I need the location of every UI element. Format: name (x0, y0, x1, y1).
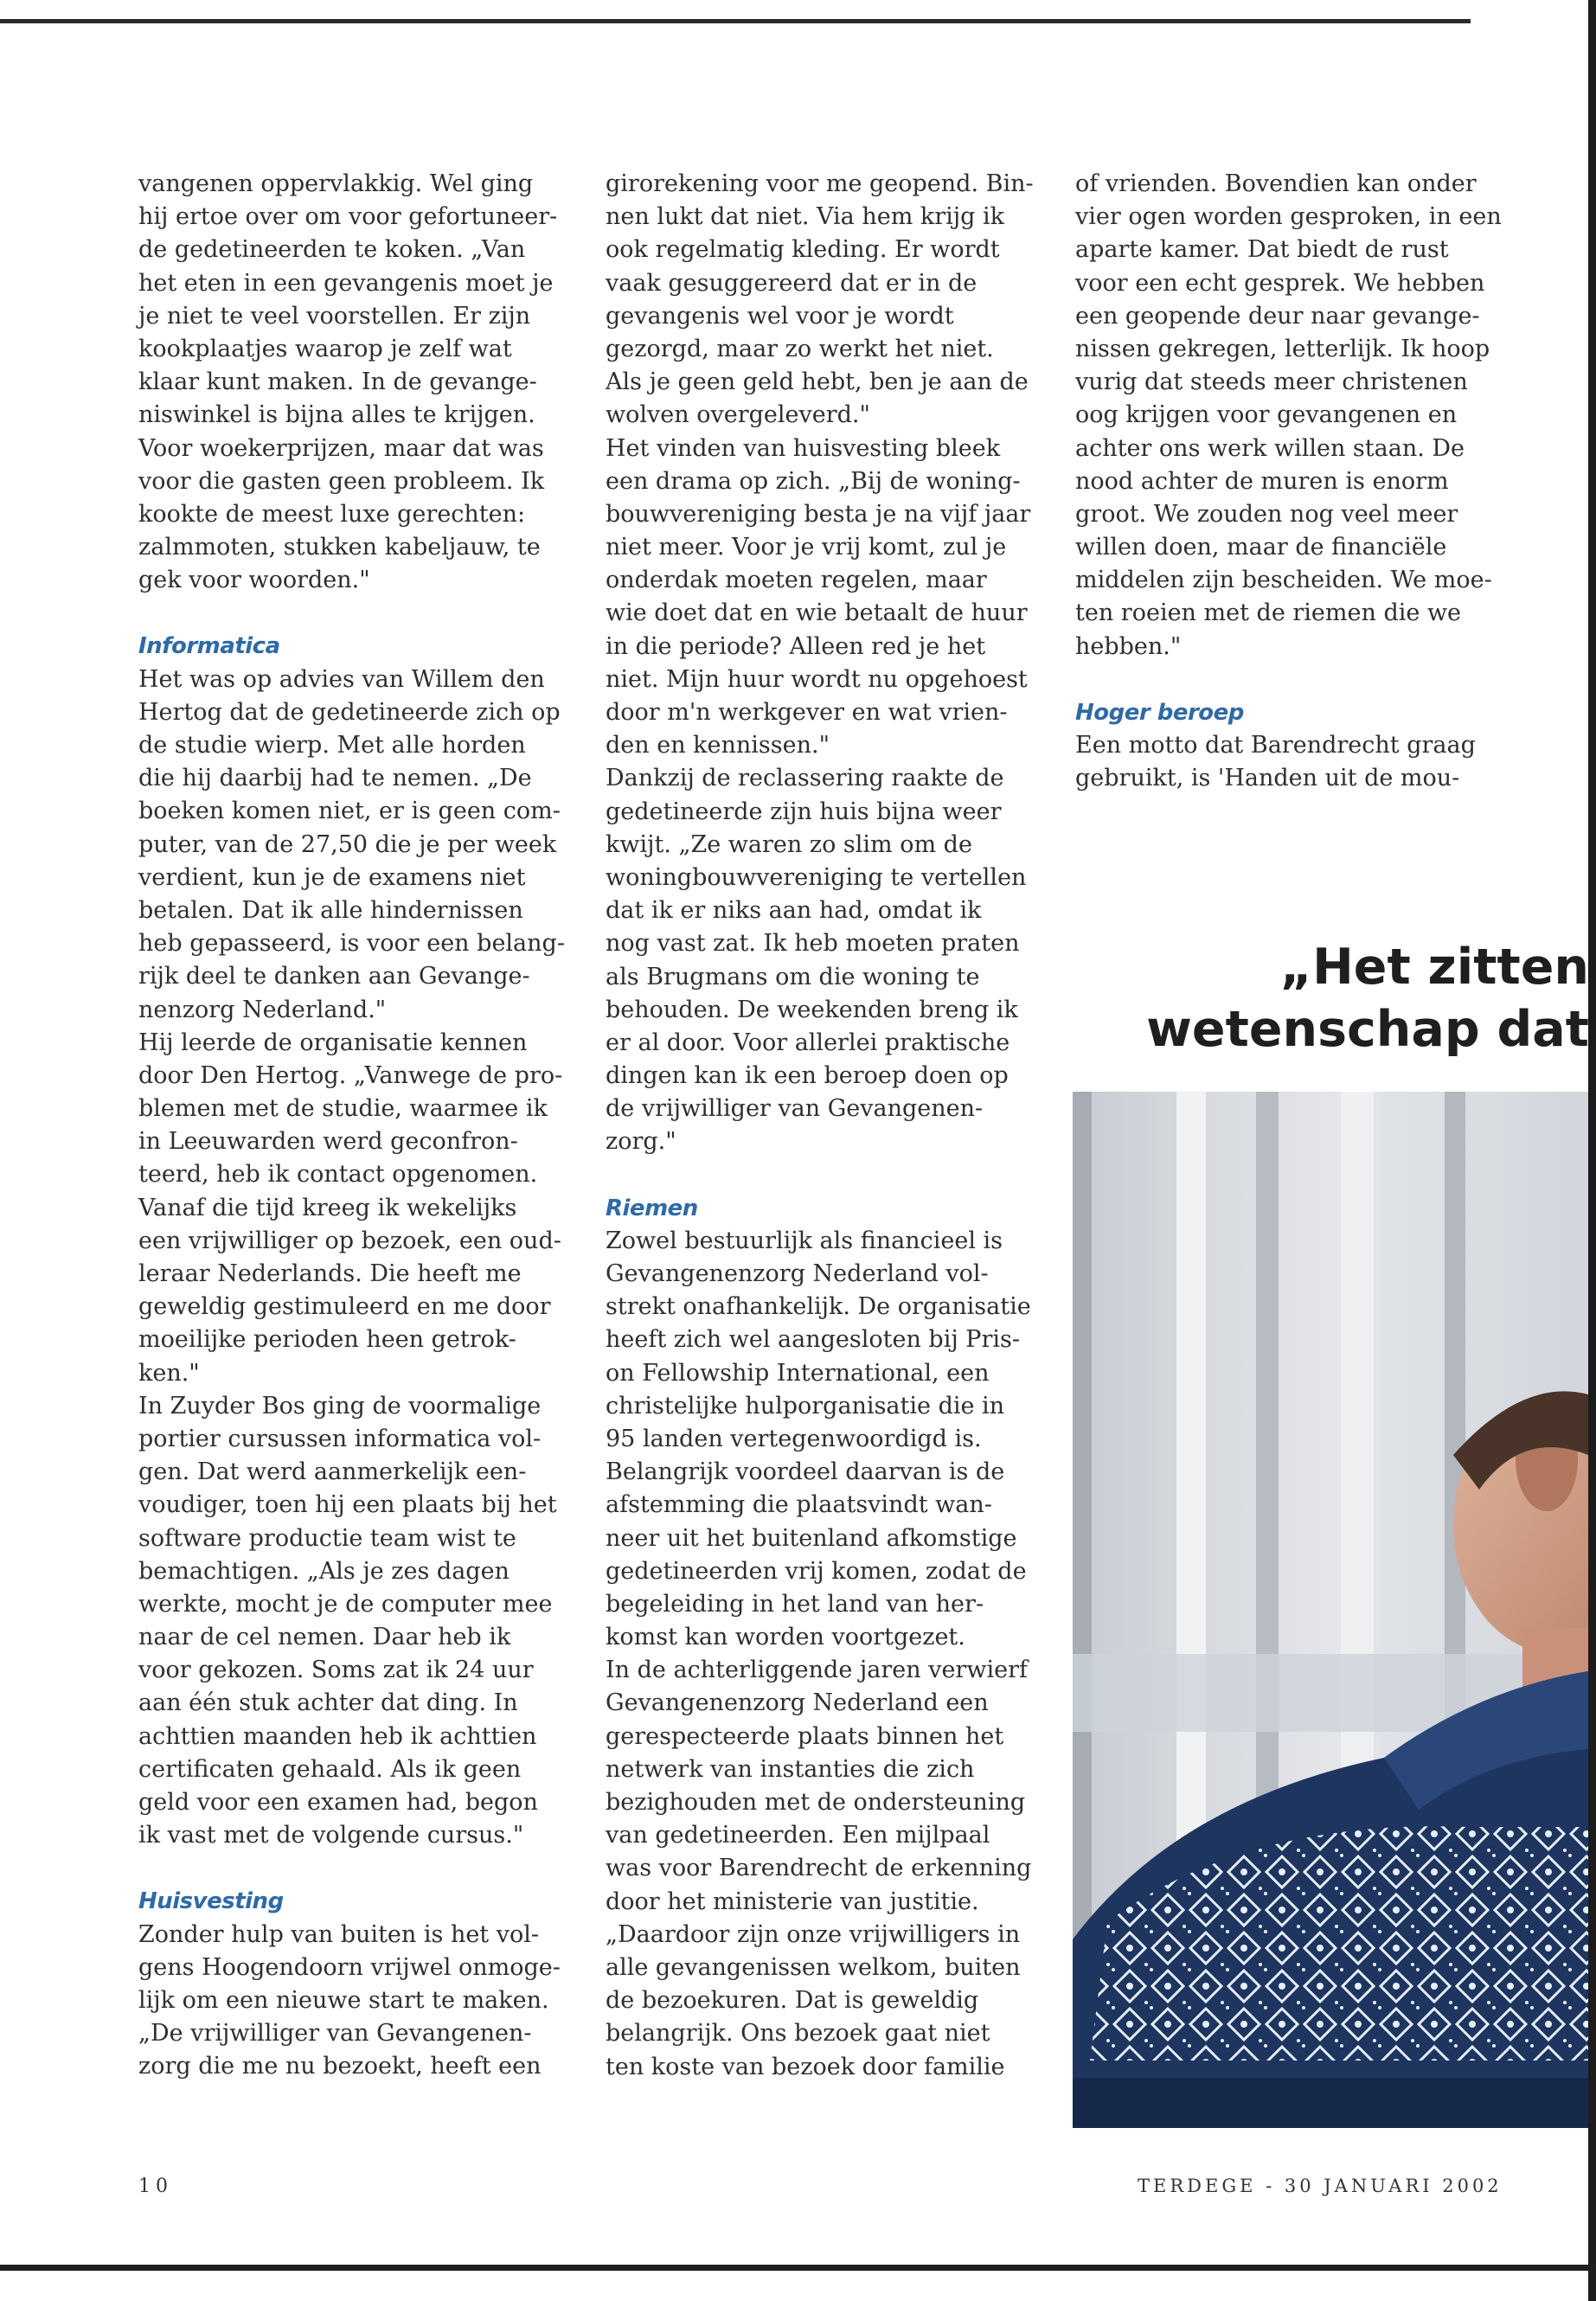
text-line: achter ons werk willen staan. De (1075, 434, 1465, 462)
pull-quote-line-1: „Het zitten (1279, 939, 1589, 996)
text-line: niet meer. Voor je vrij komt, zul je (606, 534, 1007, 561)
text-line: gebruikt, is 'Handen uit de mou- (1075, 765, 1460, 792)
text-line: van gedetineerden. Een mijlpaal (606, 1822, 990, 1849)
text-line: achttien maanden heb ik achttien (138, 1722, 537, 1750)
text-line: behouden. De weekenden breng ik (606, 996, 1018, 1023)
text-line: de gedetineerden te koken. „Van (138, 236, 526, 264)
text-line: onderdak moeten regelen, maar (606, 567, 987, 594)
text-line: netwerk van instanties die zich (606, 1755, 975, 1783)
text-line: zalmmoten, stukken kabeljauw, te (138, 534, 541, 561)
column-1-informatica-text (138, 663, 565, 1853)
text-line: komst kan worden voortgezet. (606, 1624, 965, 1651)
text-line: blemen met de studie, waarmee ik (138, 1095, 548, 1123)
article-column-3 (1075, 168, 1502, 795)
text-line: niswinkel is bijna alles te krijgen. (138, 401, 535, 429)
text-line: zorg." (606, 1128, 676, 1156)
text-line: willen doen, maar de financiële (1075, 534, 1447, 561)
text-line: een geopende deur naar gevange- (1075, 302, 1480, 330)
text-line: ten koste van bezoek door familie (606, 2053, 1005, 2080)
text-line: leraar Nederlands. Die heeft me (138, 1260, 522, 1287)
text-line: door m'n werkgever en wat vrien- (606, 699, 1008, 726)
text-line: teerd, heb ik contact opgenomen. (138, 1161, 538, 1189)
text-line: wolven overgeleverd." (606, 401, 870, 429)
text-line: begeleiding in het land van her- (606, 1590, 984, 1618)
text-line: ik vast met de volgende cursus." (138, 1822, 524, 1849)
text-line: een vrijwilliger op bezoek, een oud- (138, 1227, 561, 1254)
text-line: groot. We zouden nog veel meer (1075, 500, 1458, 528)
text-line: klaar kunt maken. In de gevange- (138, 369, 537, 396)
text-line: de bezoekuren. Dat is geweldig (606, 1987, 979, 2015)
text-line: middelen zijn bescheiden. We moe- (1075, 567, 1492, 594)
text-line: ten roeien met de riemen die we (1075, 599, 1462, 627)
text-line: Gevangenenzorg Nederland een (606, 1689, 989, 1717)
text-line: In de achterliggende jaren verwierf (606, 1657, 1028, 1684)
text-line: of vrienden. Bovendien kan onder (1075, 170, 1477, 197)
text-line: je niet te veel voorstellen. Er zijn (138, 302, 531, 330)
text-line: gevangenis wel voor je wordt (606, 302, 954, 330)
text-line: strekt onafhankelijk. De organisatie (606, 1293, 1031, 1321)
text-line: kookte de meest luxe gerechten: (138, 500, 526, 528)
text-line: dat ik er niks aan had, omdat ik (606, 897, 982, 925)
text-line: In Zuyder Bos ging de voormalige (138, 1392, 542, 1420)
text-line: een drama op zich. „Bij de woning- (606, 467, 1021, 495)
text-line: was voor Barendrecht de erkenning (606, 1855, 1032, 1882)
text-line: nenzorg Nederland." (138, 996, 387, 1023)
text-line: Het vinden van huisvesting bleek (606, 434, 1001, 462)
text-line: moeilijke perioden heen getrok- (138, 1326, 516, 1354)
text-line: gedetineerden vrij komen, zodat de (606, 1557, 1027, 1585)
text-line: rijk deel te danken aan Gevange- (138, 963, 530, 990)
text-line: wie doet dat en wie betaalt de huur (606, 599, 1028, 627)
column-3-hoger-beroep-text (1075, 729, 1502, 795)
issue-footer: TERDEGE - 30 JANUARI 2002 (1138, 2176, 1503, 2196)
pull-quote-line-2: wetenschap dat (1146, 1001, 1589, 1058)
column-1-huisvesting-text (138, 1919, 565, 2084)
text-line: oog krijgen voor gevangenen en (1075, 401, 1458, 429)
text-line: vangenen oppervlakkig. Wel ging (138, 170, 534, 197)
text-line: boeken komen niet, er is geen com- (138, 798, 561, 825)
text-line: voor een echt gesprek. We hebben (1075, 269, 1485, 297)
text-line: verdient, kun je de examens niet (138, 863, 526, 891)
heading-huisvesting: Huisvesting (138, 1888, 284, 1915)
text-line: den en kennissen." (606, 732, 830, 760)
text-line: gerespecteerde plaats binnen het (606, 1722, 1004, 1750)
text-line: 95 landen vertegenwoordigd is. (606, 1425, 982, 1452)
text-line: Zowel bestuurlijk als financieel is (606, 1227, 1003, 1254)
column-2-riemen-text (606, 1225, 1034, 2084)
text-line: naar de cel nemen. Daar heb ik (138, 1624, 511, 1651)
text-line: vaak gesuggereerd dat er in de (606, 269, 977, 297)
heading-informatica: Informatica (138, 633, 280, 660)
text-line: puter, van de 27,50 die je per week (138, 830, 557, 858)
text-line: Het was op advies van Willem den (138, 665, 545, 693)
right-edge-border (1588, 0, 1596, 2301)
text-line: afstemming die plaatsvindt wan- (606, 1491, 992, 1519)
text-line: die hij daarbij had te nemen. „De (138, 765, 532, 792)
text-line: hebben." (1075, 632, 1182, 660)
text-line: bouwvereniging besta je na vijf jaar (606, 500, 1031, 528)
text-line: portier cursussen informatica vol- (138, 1425, 542, 1452)
text-line: werkte, mocht je de computer mee (138, 1590, 553, 1618)
top-rule (0, 19, 1471, 23)
text-line: betalen. Dat ik alle hindernissen (138, 896, 523, 924)
text-line: Zonder hulp van buiten is het vol- (138, 1920, 540, 1948)
heading-hoger-beroep: Hoger beroep (1075, 699, 1244, 726)
portrait-photo (1073, 1092, 1588, 2128)
text-line: voudiger, toen hij een plaats bij het (138, 1491, 557, 1519)
text-line: niet. Mijn huur wordt nu opgehoest (606, 665, 1028, 693)
text-line: „Daardoor zijn onze vrijwilligers in (606, 1920, 1021, 1948)
text-line: gen. Dat werd aanmerkelijk een- (138, 1458, 527, 1486)
text-line: Als je geen geld hebt, ben je aan de (606, 369, 1029, 396)
text-line: Hij leerde de organisatie kennen (138, 1029, 528, 1056)
text-line: Gevangenenzorg Nederland vol- (606, 1260, 989, 1287)
text-line: de vrijwilliger van Gevangenen- (606, 1095, 984, 1123)
text-line: nissen gekregen, letterlijk. Ik hoop (1075, 335, 1490, 362)
portrait-illustration (1073, 1092, 1588, 2128)
heading-riemen: Riemen (606, 1195, 698, 1221)
text-line: in die periode? Alleen red je het (606, 632, 986, 660)
text-line: bemachtigen. „Als je zes dagen (138, 1557, 510, 1585)
text-line: heb gepasseerd, is voor een belang- (138, 930, 565, 958)
text-line: nood achter de muren is enorm (1075, 467, 1449, 495)
text-line: vurig dat steeds meer christenen (1075, 369, 1468, 396)
text-line: vier ogen worden gesproken, in een (1075, 203, 1502, 231)
text-line: software productie team wist te (138, 1524, 516, 1552)
text-line: geld voor een examen had, begon (138, 1789, 538, 1816)
text-line: het eten in een gevangenis moet je (138, 269, 554, 297)
text-line: woningbouwvereniging te vertellen (606, 863, 1027, 891)
text-line: christelijke hulporganisatie die in (606, 1392, 1005, 1420)
text-line: als Brugmans om die woning te (606, 963, 980, 990)
text-line: heeft zich wel aangesloten bij Pris- (606, 1326, 1020, 1354)
text-line: girorekening voor me geopend. Bin- (606, 170, 1034, 197)
text-line: in Leeuwarden werd geconfron- (138, 1128, 518, 1156)
text-line: nog vast zat. Ik heb moeten praten (606, 930, 1020, 958)
article-column-1 (138, 168, 565, 2084)
bottom-rule (0, 2265, 1596, 2271)
text-line: door Den Hertog. „Vanwege de pro- (138, 1061, 563, 1089)
text-line: bezighouden met de ondersteuning (606, 1789, 1026, 1816)
text-line: Dankzij de reclassering raakte de (606, 765, 1004, 792)
text-line: ken." (138, 1359, 200, 1387)
text-line: geweldig gestimuleerd en me door (138, 1293, 551, 1321)
text-line: Voor woekerprijzen, maar dat was (138, 434, 544, 462)
text-line: nen lukt dat niet. Via hem krijg ik (606, 203, 1005, 231)
text-line: certificaten gehaald. Als ik geen (138, 1755, 522, 1783)
column-3-intro (1075, 168, 1502, 663)
text-line: gezorgd, maar zo werkt het niet. (606, 335, 994, 362)
text-line: belangrijk. Ons bezoek gaat niet (606, 2020, 990, 2048)
text-line: lijk om een nieuwe start te maken. (138, 1986, 549, 2014)
text-line: gek voor woorden." (138, 567, 370, 594)
pull-quote (932, 936, 1589, 1061)
text-line: aparte kamer. Dat biedt de rust (1075, 236, 1449, 264)
text-line: Vanaf die tijd kreeg ik wekelijks (138, 1194, 517, 1221)
text-line: Een motto dat Barendrecht graag (1075, 732, 1476, 759)
text-line: neer uit het buitenland afkomstige (606, 1524, 1017, 1552)
text-line: de studie wierp. Met alle horden (138, 732, 526, 759)
text-line: Hertog dat de gedetineerde zich op (138, 698, 561, 726)
text-line: gedetineerde zijn huis bijna weer (606, 798, 1002, 825)
text-line: ook regelmatig kleding. Er wordt (606, 236, 1000, 264)
text-line: kwijt. „Ze waren zo slim om de (606, 830, 972, 858)
text-line: kookplaatjes waarop je zelf wat (138, 335, 512, 362)
text-line: voor die gasten geen probleem. Ik (138, 467, 545, 495)
text-line: „De vrijwilliger van Gevangenen- (138, 2020, 532, 2048)
text-line: aan één stuk achter dat ding. In (138, 1689, 518, 1717)
text-line: zorg die me nu bezoekt, heeft een (138, 2053, 542, 2080)
text-line: on Fellowship International, een (606, 1359, 990, 1387)
text-line: dingen kan ik een beroep doen op (606, 1062, 1009, 1090)
page-number: 10 (138, 2176, 173, 2197)
text-line: alle gevangenissen welkom, buiten (606, 1953, 1021, 1981)
text-line: voor gekozen. Soms zat ik 24 uur (138, 1657, 534, 1684)
text-line: Belangrijk voordeel daarvan is de (606, 1458, 1005, 1486)
column-1-intro (138, 168, 565, 597)
article-column-2 (606, 168, 1034, 2084)
text-line: hij ertoe over om voor gefortuneer- (138, 203, 558, 231)
text-line: door het ministerie van justitie. (606, 1888, 979, 1915)
text-line: er al door. Voor allerlei praktische (606, 1029, 1010, 1056)
text-line: gens Hoogendoorn vrijwel onmoge- (138, 1953, 561, 1981)
